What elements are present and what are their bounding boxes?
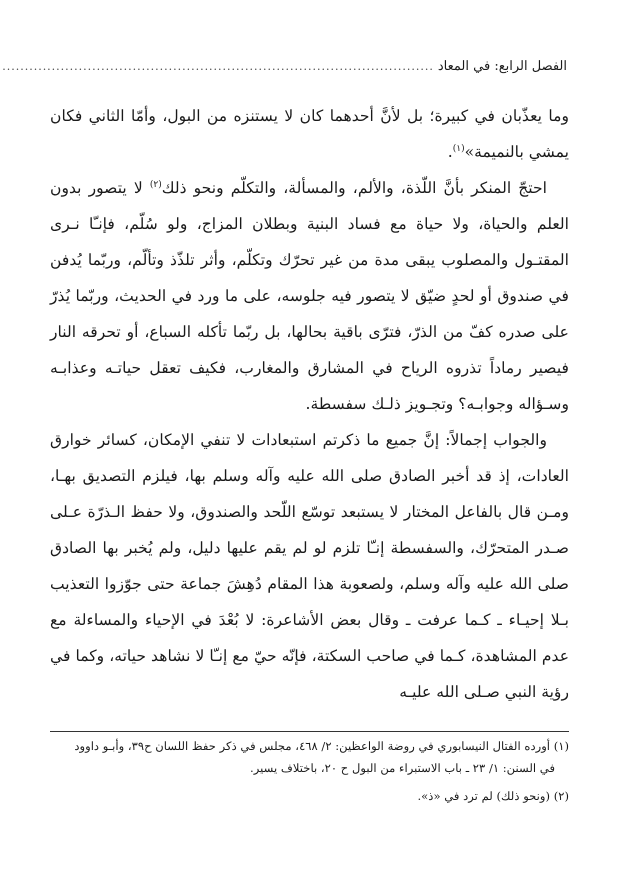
paragraph-2 [50, 170, 569, 422]
leader-dots: ................................................................................................ [2, 60, 434, 73]
paragraph-1-end: . [447, 143, 453, 161]
footnote-1-line-1: (١) أورده الفتال النيسابوري في روضة الواعظين: ٢/ ٤٦٨، مجلس في ذكر حفظ اللسان ح٣٩، وأبـو داوود [74, 739, 569, 753]
footnote-ref-2[interactable]: (٢) [149, 179, 162, 190]
footnote-separator [50, 731, 569, 732]
paragraph-2-text-a: احتجّ المنكر بأنَّ اللّذة، والألم، والمسألة، والتكلّم ونحو ذلك [161, 179, 547, 197]
footnote-1-line-2: في السنن: ١/ ٢٣ ـ باب الاستبراء من البول ح ٢٠، باختلاف يسير. [250, 761, 555, 775]
footnote-2: (٢) (ونحو ذلك) لم ترد في «ذ». [417, 789, 569, 803]
footnote-ref-1[interactable]: (١) [452, 143, 465, 154]
main-text [50, 98, 569, 710]
paragraph-2-text-b: لا يتصور بدون العلم والحياة، ولا حياة مع فساد البنية وبطلان المزاج، ولو سُلّم، فإنـّا نـرى المقتـول والمصلوب يبقى مدة من غير تحرّك وتكلّم، وأثر تلذّذ وتألّم، وربّما يُدفن في صندوق أو لحدٍ ضيّق لا يتصور فيه جلوسه، على ما ورد في الحديث، وربّما يُذرّ على صدره كفّ من الذرّ، فترّى باقية بحالها، بل ربّما تأكله السباع، أو تحرقه النار فيصير رماداً تذروه الرياح في المشارق والمغارب، فكيف تعقل حياتـه وعذابـه وسـؤاله وجوابـه؟ وتجـويز ذلـك سفسطة. [50, 179, 569, 413]
running-header [2, 56, 567, 78]
footnotes [50, 735, 569, 807]
paragraph-3: والجواب إجمالاً: إنَّ جميع ما ذكرتم استبعادات لا تنفي الإمكان، كسائر خوارق العادات، إذ قد أخبر الصادق صلى الله عليه وآله وسلم بها، فيلزم التصديق بهـا، ومـن قال بالفاعل المختار لا يستبعد توسّع اللّحد والصندوق، ولا حفظ الـذرّة عـلى صـدر المتحرّك، والسفسطة إنـّا تلزم لو لم يقم عليها دليل، ولم يُخبر بها الصادق صلى الله عليه وآله وسلم، ولصعوبة هذا المقام دُهِشَ جماعة حتى جوّزوا التعذيب بـلا إحيـاء ـ كـما عرفت ـ وقال بعض الأشاعرة: لا بُعْدَ في الإحياء والمساءلة مع عدم المشاهدة، كـما في صاحب السكتة، فإنّه حيّ مع إنـّا لا نشاهد حياته، وكما في رؤية النبي صـلى الله عليـه [50, 431, 569, 701]
chapter-title: الفصل الرابع: في المعاد [437, 59, 567, 74]
paragraph-1 [50, 98, 569, 170]
paragraph-1-text: وما يعذّبان في كبيرة؛ بل لأنَّ أحدهما كان لا يستنزه من البول، وأمّا الثاني فكان يمشي بالنميمة» [50, 107, 569, 161]
